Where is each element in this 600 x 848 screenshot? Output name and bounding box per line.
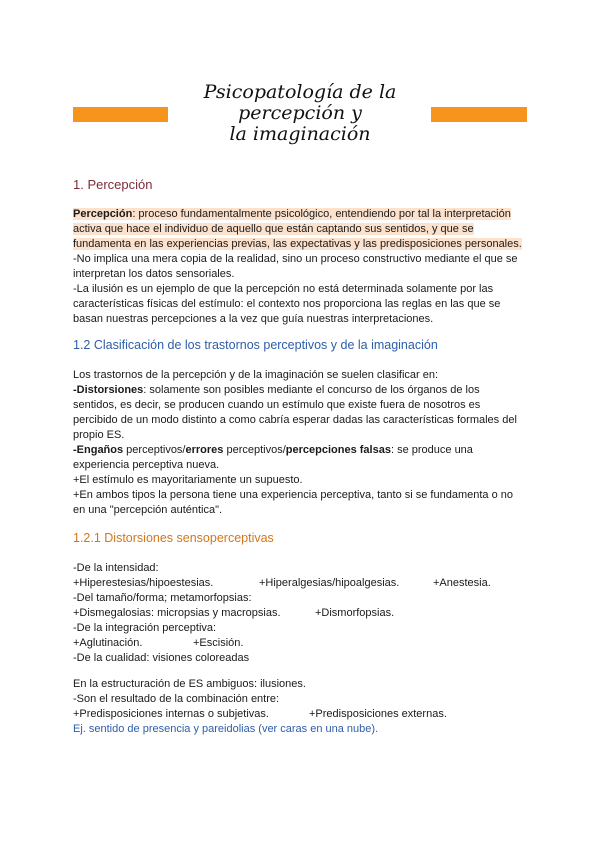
paragraph-line: En la estructuración de ES ambiguos: ilusiones. <box>73 678 306 690</box>
definition-line-2: activa que hace el individuo de aquello que están captando sus sentidos, y que se <box>73 223 474 235</box>
term-percepcion: Percepción <box>73 208 133 220</box>
page-title <box>150 82 450 145</box>
term-distorsiones: -Distorsiones <box>73 384 144 396</box>
list-label: -Del tamaño/forma; metamorfopsias: <box>73 592 252 604</box>
term-errores: errores <box>185 444 224 456</box>
paragraph-line: +El estímulo es mayoritariamente un supuesto. <box>73 474 303 486</box>
title-line-2: la imaginación <box>229 123 371 145</box>
enganos-line: -Engaños perceptivos/errores perceptivos/percepciones falsas: se produce una <box>73 444 473 456</box>
paragraph-line: percibido de un modo distinto a como cabría esperar dadas las características formales del <box>73 414 517 426</box>
paragraph-line: características físicas del estímulo: el contexto nos proporciona las reglas en las que se <box>73 298 501 310</box>
paragraph-line: interpretan los datos sensoriales. <box>73 268 235 280</box>
list-row-intensidad: +Hiperestesias/hipoestesias. +Hiperalgesias/hipoalgesias. +Anestesia. <box>73 577 491 589</box>
example-note: Ej. sentido de presencia y pareidolias (ver caras en una nube). <box>73 723 379 735</box>
definition-line-1: Percepción: proceso fundamentalmente psicológico, entendiendo por tal la interpretación <box>73 208 511 220</box>
distorsiones-line: -Distorsiones: solamente son posibles mediante el concurso de los órganos de los <box>73 384 480 396</box>
definition-line-3: fundamenta en las experiencias previas, las expectativas y las predisposiciones personales. <box>73 238 522 250</box>
section-3-ilusiones <box>73 677 533 737</box>
list-row-integracion: +Aglutinación. +Escisión. <box>73 637 244 649</box>
list-label: -De la cualidad: visiones coloreadas <box>73 652 250 664</box>
paragraph-line: experiencia perceptiva nueva. <box>73 459 220 471</box>
term-enganos: -Engaños <box>73 444 124 456</box>
paragraph-line: Los trastornos de la percepción y de la imaginación se suelen clasificar en: <box>73 369 439 381</box>
section-heading-distorsiones: 1.2.1 Distorsiones sensoperceptivas <box>73 531 274 545</box>
section-3-body <box>73 561 533 666</box>
section-2-body <box>73 368 533 518</box>
section-heading-percepcion: 1. Percepción <box>73 177 153 192</box>
paragraph-line: +En ambos tipos la persona tiene una experiencia perceptiva, tanto si se fundamenta o no <box>73 489 513 501</box>
list-row-predisposiciones: +Predisposiciones internas o subjetivas. +Predisposiciones externas. <box>73 708 447 720</box>
paragraph-line: basan nuestras percepciones a la vez que guía nuestras interpretaciones. <box>73 313 434 325</box>
list-label: -De la intensidad: <box>73 562 159 574</box>
term-percepciones-falsas: percepciones falsas <box>285 444 391 456</box>
list-label: -De la integración perceptiva: <box>73 622 217 634</box>
paragraph-line: sentidos, es decir, se producen cuando un estímulo que existe fuera de nosotros es <box>73 399 481 411</box>
paragraph-line: -No implica una mera copia de la realidad, sino un proceso constructivo mediante el que se <box>73 253 518 265</box>
paragraph-line: propio ES. <box>73 429 125 441</box>
paragraph-line: -La ilusión es un ejemplo de que la percepción no está determinada solamente por las <box>73 283 494 295</box>
section-1-body <box>73 207 533 327</box>
section-heading-clasificacion: 1.2 Clasificación de los trastornos perceptivos y de la imaginación <box>73 338 438 352</box>
paragraph-line: en una "percepción auténtica". <box>73 504 223 516</box>
paragraph-line: -Son el resultado de la combinación entre: <box>73 693 280 705</box>
title-line-1: Psicopatología de la percepción y <box>203 81 397 124</box>
list-row-tamano: +Dismegalosias: micropsias y macropsias. +Dismorfopsias. <box>73 607 395 619</box>
